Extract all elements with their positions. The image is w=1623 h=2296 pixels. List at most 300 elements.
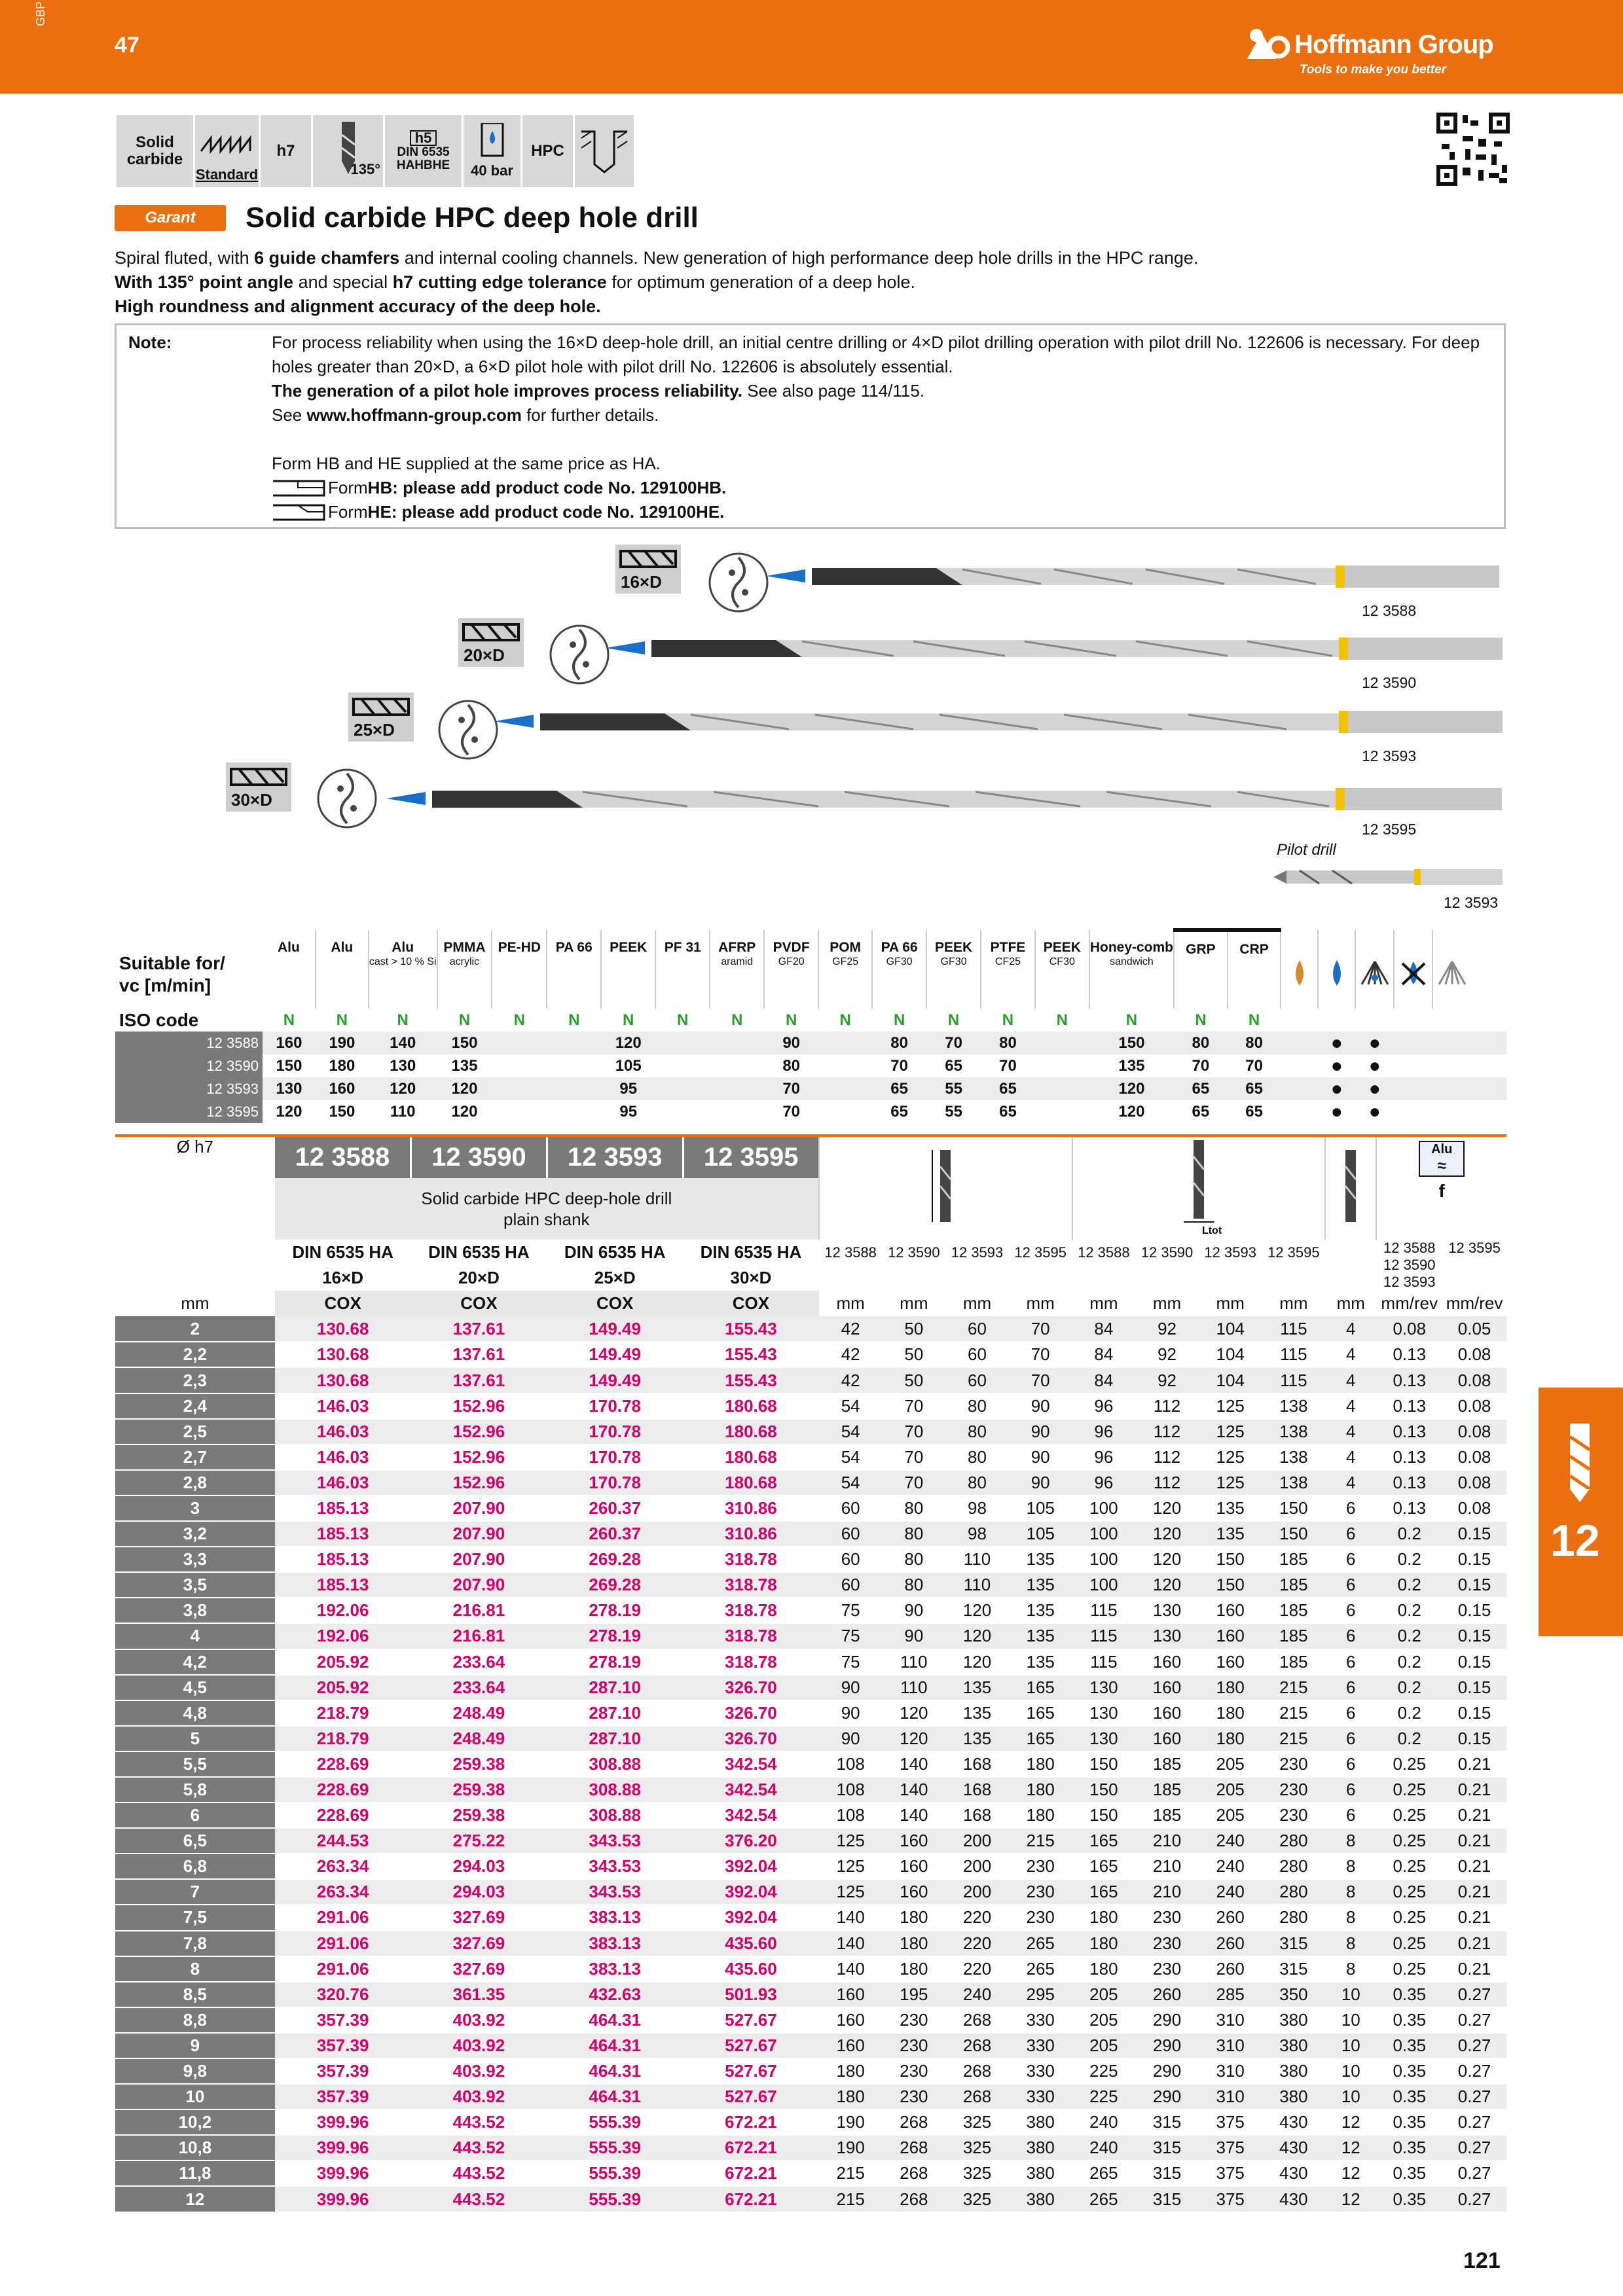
flute-length-cell: 90 — [1009, 1393, 1072, 1419]
price-cell[interactable]: 216.81 — [411, 1623, 547, 1649]
price-cell[interactable]: 146.03 — [275, 1470, 411, 1496]
flute-length-cell: 330 — [1009, 2007, 1072, 2033]
price-cell[interactable]: 228.69 — [275, 1777, 411, 1803]
diameter-cell: 10,8 — [115, 2135, 275, 2161]
price-cell[interactable]: 343.53 — [547, 1828, 683, 1854]
material-sub: sandwich — [1110, 956, 1154, 967]
price-cell[interactable]: 357.39 — [275, 2033, 411, 2058]
material-col — [492, 930, 547, 1009]
price-cell[interactable]: 383.13 — [547, 1956, 683, 1982]
price-cell[interactable]: 130.68 — [275, 1367, 411, 1393]
flute-length-cell: 230 — [1009, 1905, 1072, 1930]
total-length-cell: 180 — [1199, 1675, 1262, 1700]
price-cell[interactable]: 137.61 — [411, 1367, 547, 1393]
unit-mm: mm — [181, 1293, 210, 1314]
total-length-cell: 310 — [1199, 2033, 1262, 2058]
price-cell[interactable]: 259.38 — [411, 1803, 547, 1828]
price-cell[interactable]: 318.78 — [683, 1598, 819, 1623]
price-cell[interactable]: 185.13 — [275, 1521, 411, 1547]
vc-row — [115, 1054, 1506, 1077]
feed-cell: 0.13 — [1376, 1419, 1442, 1444]
price-cell[interactable]: 318.78 — [683, 1572, 819, 1598]
vc-value: 65 — [1245, 1102, 1263, 1121]
price-cell[interactable]: 327.69 — [411, 1956, 547, 1982]
vc-value: 135 — [451, 1056, 478, 1075]
note-paragraph: For process reliability when using the 16×D deep-hole drill, an initial centre drilling or 4×D pilot drilling operation with pilot drill No. 122606 is necessary. For deep holes greater than 20×D, a 6×D pilot hole with pilot drill No. 122606 is absolutely essential. — [272, 332, 1480, 376]
vc-value — [710, 1031, 764, 1054]
price-cell[interactable]: 310.86 — [683, 1496, 819, 1521]
price-cell[interactable]: 278.19 — [547, 1649, 683, 1675]
product-title: Solid carbide HPC deep hole drill — [246, 202, 699, 234]
price-cell[interactable]: 320.76 — [275, 1982, 411, 2007]
feed-cell: 0.13 — [1376, 1342, 1442, 1367]
total-length-cell: 230 — [1262, 1751, 1326, 1777]
empty-cell — [1432, 1031, 1471, 1054]
flute-length-cell: 120 — [945, 1649, 1009, 1675]
total-length-cell: 210 — [1135, 1828, 1199, 1854]
price-cell[interactable]: 326.70 — [683, 1700, 819, 1726]
total-length-cell: 185 — [1262, 1598, 1326, 1623]
total-length-cell: 160 — [1199, 1598, 1262, 1623]
material-col — [316, 930, 369, 1009]
oil-drop-icon — [1281, 930, 1318, 1009]
price-cell[interactable]: 464.31 — [547, 2033, 683, 2058]
price-cell[interactable]: 376.20 — [683, 1828, 819, 1854]
total-length-cell: 100 — [1072, 1572, 1136, 1598]
price-cell[interactable]: 501.93 — [683, 1982, 819, 2007]
size-row — [115, 2135, 1506, 2161]
price-cell[interactable]: 342.54 — [683, 1803, 819, 1828]
price-cell[interactable]: 443.52 — [411, 2186, 547, 2212]
shank-dia-cell: 10 — [1325, 2007, 1376, 2033]
vc-value — [492, 1100, 547, 1123]
flute-length-cell: 220 — [945, 1956, 1009, 1982]
price-cell[interactable]: 170.78 — [547, 1419, 683, 1444]
price-cell[interactable]: 155.43 — [683, 1367, 819, 1393]
iso-code: N — [458, 1011, 471, 1029]
total-length-cell: 240 — [1199, 1854, 1262, 1879]
flute-length-cell: 380 — [1009, 2161, 1072, 2186]
feed-cell: 0.08 — [1442, 1470, 1506, 1496]
price-cell[interactable]: 435.60 — [683, 1956, 819, 1982]
total-length-cell: 112 — [1135, 1419, 1199, 1444]
air-cooling-icon — [1432, 930, 1471, 1009]
feed-cell: 0.15 — [1442, 1623, 1506, 1649]
price-cell[interactable]: 672.21 — [683, 2161, 819, 2186]
unit-mmrev: mm/rev — [1381, 1293, 1438, 1314]
price-cell[interactable]: 218.79 — [275, 1726, 411, 1751]
price-cell[interactable]: 207.90 — [411, 1521, 547, 1547]
size-row — [115, 1393, 1506, 1419]
shank-dia-cell: 8 — [1325, 1905, 1376, 1930]
price-cell[interactable]: 192.06 — [275, 1598, 411, 1623]
feed-cell: 0.13 — [1376, 1496, 1442, 1521]
qr-code-icon[interactable] — [1436, 113, 1510, 186]
price-cell[interactable]: 260.37 — [547, 1496, 683, 1521]
drill-art-123590: 12 3590 — [1362, 674, 1417, 691]
total-length-cell: 92 — [1135, 1316, 1199, 1342]
price-cell[interactable]: 527.67 — [683, 2058, 819, 2084]
price-cell[interactable]: 185.13 — [275, 1547, 411, 1572]
hpc-label: HPC — [522, 115, 575, 187]
desc-emph: High roundness and alignment accuracy of the deep hole. — [115, 296, 601, 316]
price-cell[interactable]: 432.63 — [547, 1982, 683, 2007]
price-cell[interactable]: 180.68 — [683, 1419, 819, 1444]
price-cell[interactable]: 318.78 — [683, 1623, 819, 1649]
flute-length-cell: 120 — [883, 1700, 946, 1726]
drill-art-123588: 12 3588 — [1362, 602, 1417, 619]
price-cell[interactable]: 527.67 — [683, 2007, 819, 2033]
flute-length-cell: 380 — [1009, 2109, 1072, 2135]
price-cell[interactable]: 392.04 — [683, 1854, 819, 1879]
price-cell[interactable]: 308.88 — [547, 1751, 683, 1777]
price-cell[interactable]: 327.69 — [411, 1931, 547, 1956]
price-cell[interactable]: 278.19 — [547, 1623, 683, 1649]
shank-din-icon — [385, 115, 464, 187]
price-cell[interactable]: 464.31 — [547, 2058, 683, 2084]
price-cell[interactable]: 146.03 — [275, 1444, 411, 1470]
desc-line-1 — [115, 246, 1489, 270]
forms-text: HAHBHE — [396, 158, 450, 172]
price-cell[interactable]: 180.68 — [683, 1470, 819, 1496]
total-length-cell: 150 — [1072, 1777, 1136, 1803]
price-cell[interactable]: 294.03 — [411, 1879, 547, 1905]
price-cell[interactable]: 185.13 — [275, 1572, 411, 1598]
price-cell[interactable]: 205.92 — [275, 1675, 411, 1700]
flute-length-cell: 135 — [1009, 1649, 1072, 1675]
price-cell[interactable]: 443.52 — [411, 2161, 547, 2186]
col-article: 12 3588 — [824, 1244, 877, 1261]
price-cell[interactable]: 207.90 — [411, 1547, 547, 1572]
price-cell[interactable]: 170.78 — [547, 1470, 683, 1496]
price-cell[interactable]: 180.68 — [683, 1393, 819, 1419]
feed-cell: 0.21 — [1442, 1854, 1506, 1879]
feed-cell: 0.21 — [1442, 1956, 1506, 1982]
price-cell[interactable]: 137.61 — [411, 1316, 547, 1342]
price-cell[interactable]: 443.52 — [411, 2109, 547, 2135]
price-cell[interactable]: 185.13 — [275, 1496, 411, 1521]
flute-length-cell: 160 — [819, 1982, 883, 2007]
price-cell[interactable]: 155.43 — [683, 1316, 819, 1342]
price-cell[interactable]: 399.96 — [275, 2135, 411, 2161]
price-cell[interactable]: 555.39 — [547, 2186, 683, 2212]
price-cell[interactable]: 287.10 — [547, 1726, 683, 1751]
total-length-cell: 135 — [1199, 1496, 1262, 1521]
total-length-cell: 92 — [1135, 1367, 1199, 1393]
total-length-cell: 205 — [1072, 2007, 1136, 2033]
material-col — [547, 930, 601, 1009]
price-cell[interactable]: 403.92 — [411, 2033, 547, 2058]
price-cell[interactable]: 192.06 — [275, 1623, 411, 1649]
vc-text: vc [m/min] — [119, 975, 211, 996]
sawtooth-icon — [198, 132, 257, 171]
price-cell[interactable]: 464.31 — [547, 2007, 683, 2033]
price-cell[interactable]: 287.10 — [547, 1675, 683, 1700]
flute-length-cell: 230 — [1009, 1879, 1072, 1905]
note-emph: The generation of a pilot hole improves process reliability. — [272, 381, 743, 401]
alu-feed-icon: Alu ≈ — [1419, 1141, 1465, 1177]
diameter-cell: 12 — [115, 2186, 275, 2212]
unit-row — [115, 1291, 1506, 1316]
price-cell[interactable]: 152.96 — [411, 1444, 547, 1470]
size-row — [115, 1572, 1506, 1598]
price-cell[interactable]: 228.69 — [275, 1803, 411, 1828]
vc-value — [655, 1054, 710, 1077]
total-length-cell: 130 — [1072, 1675, 1136, 1700]
total-length-cell: 205 — [1072, 1982, 1136, 2007]
price-cell[interactable]: 149.49 — [547, 1342, 683, 1367]
price-cell[interactable]: 435.60 — [683, 1931, 819, 1956]
price-cell[interactable]: 248.49 — [411, 1700, 547, 1726]
price-cell[interactable]: 342.54 — [683, 1777, 819, 1803]
size-rows — [115, 1316, 1506, 2212]
price-cell[interactable]: 207.90 — [411, 1572, 547, 1598]
price-cell[interactable]: 233.64 — [411, 1675, 547, 1700]
material-name: POM — [830, 940, 862, 955]
price-cell[interactable]: 399.96 — [275, 2161, 411, 2186]
price-cell[interactable]: 383.13 — [547, 1905, 683, 1930]
website-link[interactable]: www.hoffmann-group.com — [306, 405, 522, 425]
price-cell[interactable]: 357.39 — [275, 2058, 411, 2084]
ld-ratio: 25×D — [594, 1268, 636, 1288]
iso-code-row — [115, 1009, 1506, 1031]
diameter-cell: 8,5 — [115, 1982, 275, 2007]
vc-value: 80 — [1228, 1031, 1281, 1054]
size-row — [115, 1803, 1506, 1828]
flute-length-cell: 80 — [883, 1496, 946, 1521]
price-cell[interactable]: 263.34 — [275, 1854, 411, 1879]
diameter-cell: 4,8 — [115, 1700, 275, 1726]
price-cell[interactable]: 399.96 — [275, 2186, 411, 2212]
flute-length-cell: 180 — [819, 2084, 883, 2109]
price-cell[interactable]: 291.06 — [275, 1931, 411, 1956]
size-row — [115, 1521, 1506, 1547]
shank-dia-cell: 8 — [1325, 1879, 1376, 1905]
price-cell[interactable]: 464.31 — [547, 2084, 683, 2109]
price-cell[interactable]: 318.78 — [683, 1547, 819, 1572]
article-123593: 12 3593 — [547, 1136, 683, 1178]
flute-length-cell: 230 — [883, 2007, 946, 2033]
price-cell[interactable]: 146.03 — [275, 1393, 411, 1419]
flute-length-cell: 380 — [1009, 2186, 1072, 2212]
total-length-cell: 285 — [1199, 1982, 1262, 2007]
price-cell[interactable]: 263.34 — [275, 1879, 411, 1905]
shank-dia-cell: 8 — [1325, 1828, 1376, 1854]
flute-length-cell: 180 — [1009, 1777, 1072, 1803]
price-cell[interactable]: 403.92 — [411, 2058, 547, 2084]
price-cell[interactable]: 228.69 — [275, 1751, 411, 1777]
price-cell[interactable]: 130.68 — [275, 1342, 411, 1367]
price-cell[interactable]: 399.96 — [275, 2109, 411, 2135]
price-cell[interactable]: 149.49 — [547, 1316, 683, 1342]
price-cell[interactable]: 291.06 — [275, 1905, 411, 1930]
material-name: PEEK — [935, 940, 973, 955]
price-cell[interactable]: 152.96 — [411, 1419, 547, 1444]
price-cell[interactable]: 326.70 — [683, 1675, 819, 1700]
price-cell[interactable]: 357.39 — [275, 2007, 411, 2033]
price-cell[interactable]: 555.39 — [547, 2161, 683, 2186]
material-col — [1228, 930, 1281, 1009]
price-cell[interactable]: 233.64 — [411, 1649, 547, 1675]
flute-length-cell: 180 — [819, 2058, 883, 2084]
iso-code: N — [336, 1011, 348, 1029]
total-length-cell: 104 — [1199, 1342, 1262, 1367]
price-cell[interactable]: 269.28 — [547, 1547, 683, 1572]
total-length-cell: 130 — [1072, 1726, 1136, 1751]
price-cell[interactable]: 527.67 — [683, 2084, 819, 2109]
price-cell[interactable]: 383.13 — [547, 1931, 683, 1956]
flute-length-cell: 200 — [945, 1854, 1009, 1879]
price-cell[interactable]: 259.38 — [411, 1777, 547, 1803]
price-cell[interactable]: 672.21 — [683, 2135, 819, 2161]
material-col — [601, 930, 655, 1009]
price-cell[interactable]: 180.68 — [683, 1444, 819, 1470]
price-cell[interactable]: 275.22 — [411, 1828, 547, 1854]
price-cell[interactable]: 248.49 — [411, 1726, 547, 1751]
price-cell[interactable]: 403.92 — [411, 2007, 547, 2033]
flute-length-cell: 180 — [1009, 1751, 1072, 1777]
cross-section-icon — [435, 697, 501, 762]
price-cell[interactable]: 342.54 — [683, 1751, 819, 1777]
unit-mmrev: mm/rev — [1446, 1293, 1503, 1314]
price-cell[interactable]: 205.92 — [275, 1649, 411, 1675]
shank-hb-icon — [272, 478, 327, 498]
feed-cell: 0.08 — [1376, 1316, 1442, 1342]
din-row — [115, 1240, 1506, 1265]
price-cell[interactable]: 343.53 — [547, 1854, 683, 1879]
empty-cell — [1432, 1077, 1471, 1100]
flute-length-cell: 98 — [945, 1521, 1009, 1547]
ld-ratio-label: 30×D — [231, 790, 272, 810]
price-cell[interactable]: 392.04 — [683, 1879, 819, 1905]
total-length-cell: 260 — [1199, 1931, 1262, 1956]
size-row — [115, 2109, 1506, 2135]
total-length-cell: 165 — [1072, 1854, 1136, 1879]
standard-icon — [195, 115, 261, 187]
price-cell[interactable]: 207.90 — [411, 1496, 547, 1521]
price-cell[interactable]: 291.06 — [275, 1956, 411, 1982]
shank-dia-cell: 8 — [1325, 1956, 1376, 1982]
empty-cell — [1394, 1031, 1432, 1054]
cooling-dot: ● — [1330, 1054, 1343, 1077]
price-cell[interactable]: 672.21 — [683, 2109, 819, 2135]
chapter-tab[interactable] — [1539, 1388, 1623, 1636]
material-name: AFRP — [718, 940, 756, 955]
price-cell[interactable]: 527.67 — [683, 2033, 819, 2058]
material-sub: GF20 — [778, 956, 805, 967]
price-cell[interactable]: 343.53 — [547, 1879, 683, 1905]
total-length-cell: 265 — [1072, 2161, 1136, 2186]
vc-value: 95 — [601, 1077, 655, 1100]
price-cell[interactable]: 130.68 — [275, 1316, 411, 1342]
vc-value — [547, 1031, 601, 1054]
flute-length-cell: 180 — [883, 1956, 946, 1982]
price-cell[interactable]: 260.37 — [547, 1521, 683, 1547]
unit-mm: mm — [962, 1293, 992, 1314]
price-cell[interactable]: 216.81 — [411, 1598, 547, 1623]
price-cell[interactable]: 310.86 — [683, 1521, 819, 1547]
vc-value: 70 — [1192, 1056, 1210, 1075]
pilot-drill-art: 12 3593 — [1444, 894, 1499, 911]
flute-length-cell: 90 — [819, 1726, 883, 1751]
price-cell[interactable]: 152.96 — [411, 1393, 547, 1419]
note-text-span: Form — [328, 478, 368, 497]
total-length-cell: 230 — [1262, 1803, 1326, 1828]
shank-dia-cell: 6 — [1325, 1803, 1376, 1828]
article-123590: 12 3590 — [411, 1136, 547, 1178]
price-cell[interactable]: 287.10 — [547, 1700, 683, 1726]
pilot-drill-image — [1273, 864, 1506, 890]
price-cell[interactable]: 403.92 — [411, 2084, 547, 2109]
shank-dia-cell: 10 — [1325, 2058, 1376, 2084]
feed-cell: 0.15 — [1442, 1649, 1506, 1675]
material-col — [1035, 930, 1089, 1009]
flute-length-cell: 380 — [1009, 2135, 1072, 2161]
size-row — [115, 2058, 1506, 2084]
empty-cell — [1432, 1054, 1471, 1077]
size-row — [115, 2161, 1506, 2186]
price-cell[interactable]: 170.78 — [547, 1444, 683, 1470]
price-cell[interactable]: 672.21 — [683, 2186, 819, 2212]
flute-length-cell: 268 — [883, 2161, 946, 2186]
price-cell[interactable]: 308.88 — [547, 1777, 683, 1803]
price-cell[interactable]: 326.70 — [683, 1726, 819, 1751]
price-cell[interactable]: 361.35 — [411, 1982, 547, 2007]
price-cell[interactable]: 152.96 — [411, 1470, 547, 1496]
material-col — [981, 930, 1035, 1009]
price-cell[interactable]: 259.38 — [411, 1751, 547, 1777]
price-cell[interactable]: 443.52 — [411, 2135, 547, 2161]
mql-spray-icon — [1355, 930, 1394, 1009]
price-cell[interactable]: 137.61 — [411, 1342, 547, 1367]
ld-ratio-30-icon — [226, 762, 291, 812]
price-cell[interactable]: 555.39 — [547, 2109, 683, 2135]
price-cell[interactable]: 170.78 — [547, 1393, 683, 1419]
col-article: 12 3593 — [1204, 1244, 1256, 1261]
total-length-cell: 160 — [1199, 1649, 1262, 1675]
feed-cell: 0.2 — [1376, 1547, 1442, 1572]
price-cell[interactable]: 327.69 — [411, 1905, 547, 1930]
material-sub: GF30 — [940, 956, 967, 967]
price-cell[interactable]: 218.79 — [275, 1700, 411, 1726]
price-cell[interactable]: 278.19 — [547, 1598, 683, 1623]
total-length-cell: 215 — [1262, 1675, 1326, 1700]
vc-value: 70 — [764, 1077, 818, 1100]
price-cell[interactable]: 555.39 — [547, 2135, 683, 2161]
price-cell[interactable]: 308.88 — [547, 1803, 683, 1828]
price-cell[interactable]: 294.03 — [411, 1854, 547, 1879]
flute-length-cell: 75 — [819, 1649, 883, 1675]
flute-length-cell: 140 — [883, 1803, 946, 1828]
shank-dia-cell: 4 — [1325, 1419, 1376, 1444]
price-cell[interactable]: 357.39 — [275, 2084, 411, 2109]
price-cell[interactable]: 392.04 — [683, 1905, 819, 1930]
price-cell[interactable]: 318.78 — [683, 1649, 819, 1675]
flute-length-cell: 80 — [883, 1547, 946, 1572]
flute-length-cell: 110 — [945, 1572, 1009, 1598]
price-cell[interactable]: 269.28 — [547, 1572, 683, 1598]
price-cell[interactable]: 244.53 — [275, 1828, 411, 1854]
price-cell[interactable]: 155.43 — [683, 1342, 819, 1367]
total-length-cell: 135 — [1199, 1521, 1262, 1547]
total-length-cell: 230 — [1135, 1956, 1199, 1982]
vc-row — [115, 1031, 1506, 1054]
feed-cell: 0.15 — [1442, 1726, 1506, 1751]
price-cell[interactable]: 146.03 — [275, 1419, 411, 1444]
vc-row-article: 12 3590 — [115, 1054, 263, 1077]
price-cell[interactable]: 149.49 — [547, 1367, 683, 1393]
diameter-cell: 3,5 — [115, 1572, 275, 1598]
